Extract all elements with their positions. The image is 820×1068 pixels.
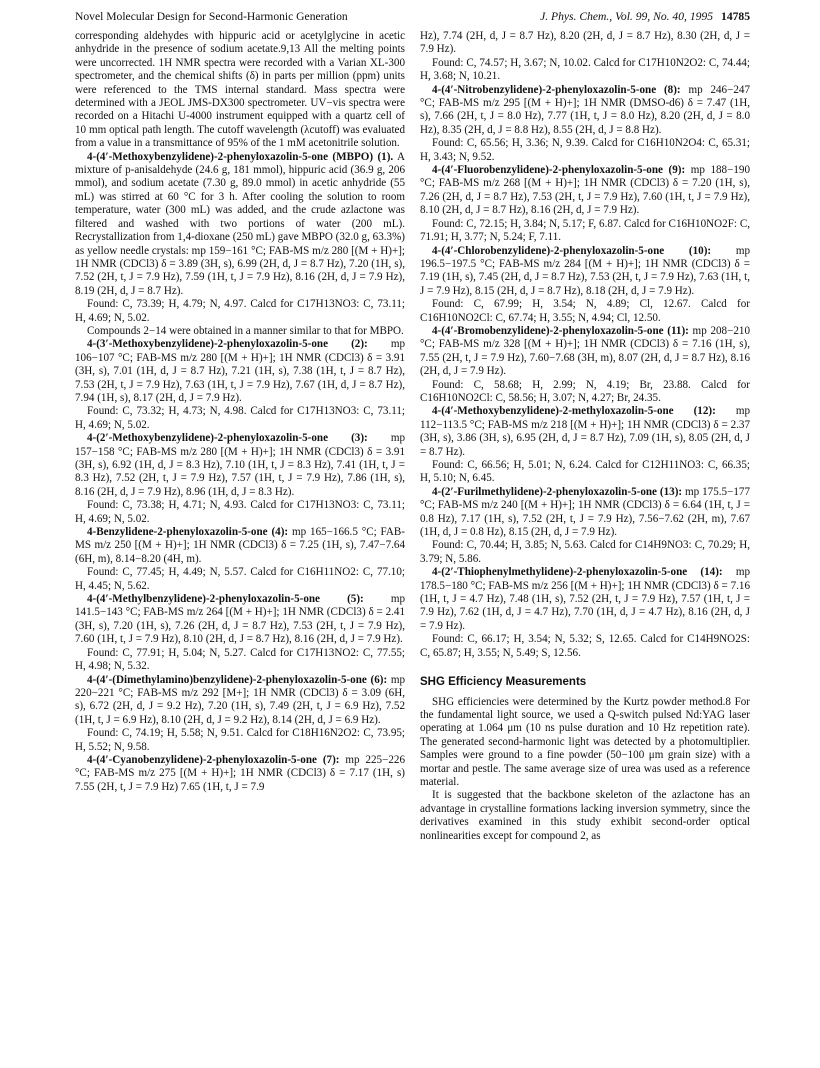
compound-name: 4-(4′-Cyanobenzylidene)-2-phenyloxazolin-5-one (7): xyxy=(87,753,340,766)
paragraph xyxy=(75,30,405,151)
paragraph-text: mp 165−166.5 °C; FAB-MS m/z 250 [(M + H)+]; 1H NMR (CDCl3) δ = 7.25 (1H, s), 7.47−7.64 (6H, m), 8.14−8.20 (4H, m). xyxy=(75,526,406,565)
paragraph-text: Found: C, 66.17; H, 3.54; N, 5.32; S, 12.65. Calcd for C14H9NO2S: C, 65.87; H, 3.55; N, 5.49; S, 12.56. xyxy=(420,633,750,659)
paragraph-text: mp 106−107 °C; FAB-MS m/z 280 [(M + H)+]; 1H NMR (CDCl3) δ = 3.91 (3H, s), 7.01 (1H, d, J = 8.7 Hz), 7.21 (1H, s), 7.38 (1H, t, J = 8.7 Hz), 7.53 (2H, t, J = 7.9 Hz), 7.63 (1H, t, J = 7.9 Hz), 7.67 (1H, d, J = 8.7 Hz), 7.94 (1H, s), 8.17 (2H, d, J = 7.9 Hz). xyxy=(75,338,406,404)
paragraph xyxy=(420,245,750,299)
paragraph-text: mp 141.5−143 °C; FAB-MS m/z 264 [(M + H)+]; 1H NMR (CDCl3) δ = 2.41 (3H, s), 7.20 (1H, s), 7.26 (2H, d, J = 8.7 Hz), 7.53 (2H, t, J = 7.9 Hz), 7.60 (1H, t, J = 7.9 Hz), 8.10 (2H, d, J = 8.7 Hz), 8.16 (2H, d, J = 7.9 Hz). xyxy=(75,593,405,646)
paragraph-text: mp 157−158 °C; FAB-MS m/z 280 [(M + H)+]; 1H NMR (CDCl3) δ = 3.91 (3H, s), 6.92 (1H, d, J = 8.3 Hz), 7.10 (1H, t, J = 8.3 Hz), 7.41 (1H, t, J = 8.3 Hz), 7.52 (2H, t, J = 7.9 Hz), 7.57 (1H, t, J = 7.9 Hz), 7.86 (1H, s), 8.16 (2H, d, J = 7.9 Hz), 8.96 (1H, d, J = 8.3 Hz). xyxy=(75,432,406,498)
paragraph-text: Found: C, 73.32; H, 4.73; N, 4.98. Calcd for C17H13NO3: C, 73.11; H, 4.69; N, 5.02. xyxy=(75,405,405,431)
compound-name: 4-(3′-Methoxybenzylidene)-2-phenyloxazolin-5-one (2): xyxy=(87,338,368,351)
paragraph-text: mp 112−113.5 °C; FAB-MS m/z 218 [(M + H)+]; 1H NMR (CDCl3) δ = 2.37 (3H, s), 3.86 (3H, s), 6.95 (2H, d, J = 8.7 Hz), 7.09 (1H, s), 8.05 (2H, d, J = 8.7 Hz). xyxy=(420,405,750,458)
paragraph-text: mp 188−190 °C; FAB-MS m/z 268 [(M + H)+]; 1H NMR (CDCl3) δ = 7.20 (1H, s), 7.26 (2H, d, J = 8.7 Hz), 7.53 (2H, t, J = 7.9 Hz), 7.60 (1H, t, J = 7.9 Hz), 8.10 (2H, d, J = 8.7 Hz), 8.16 (2H, d, J = 7.9 Hz). xyxy=(420,164,750,217)
paragraph xyxy=(75,325,405,338)
compound-name: 4-(4′-Methoxybenzylidene)-2-methyloxazolin-5-one (12): xyxy=(432,405,716,418)
paragraph-text: mp 225−226 °C; FAB-MS m/z 275 [(M + H)+]; 1H NMR (CDCl3) δ = 7.17 (1H, s) 7.55 (2H, t, J = 7.9 Hz) 7.65 (1H, t, J = 7.9 xyxy=(75,753,406,793)
paragraph-text: Found: C, 66.56; H, 5.01; N, 6.24. Calcd for C12H11NO3: C, 66.35; H, 5.10; N, 6.45. xyxy=(420,459,750,485)
paragraph xyxy=(75,499,405,526)
paragraph-text: mp 208−210 °C; FAB-MS m/z 328 [(M + H)+]; 1H NMR (CDCl3) δ = 7.16 (1H, s), 7.55 (2H, t, J = 7.9 Hz), 7.60−7.68 (3H, m), 8.07 (2H, d, J = 8.7 Hz), 8.16 (2H, d, J = 7.9 Hz). xyxy=(420,324,750,378)
left-column xyxy=(75,30,405,794)
paragraph xyxy=(75,593,405,647)
paragraph xyxy=(420,57,750,84)
paragraph xyxy=(420,405,750,459)
page-header xyxy=(75,10,750,28)
paragraph xyxy=(75,526,405,566)
paragraph xyxy=(420,459,750,486)
paragraph-text: Found: C, 72.15; H, 3.84; N, 5.17; F, 6.87. Calcd for C16H10NO2F: C, 71.91; H, 3.77; N, 5.24; F, 7.11. xyxy=(420,217,750,244)
paragraph-text: Found: C, 58.68; H, 2.99; N, 4.19; Br, 23.88. Calcd for C16H10NO2Cl: C, 58.56; H, 3.07; N, 4.27; Br, 24.35. xyxy=(420,378,750,404)
paragraph xyxy=(420,84,750,138)
paragraph-text: mp 220−221 °C; FAB-MS m/z 292 [M+]; 1H NMR (CDCl3) δ = 3.09 (6H, s), 6.72 (2H, d, J = 9.2 Hz), 7.20 (1H, s), 7.49 (2H, t, J = 6.9 Hz), 7.52 (1H, t, J = 6.9 Hz), 8.10 (2H, d, J = 9.2 Hz), 8.14 (2H, d, J = 6.9 Hz). xyxy=(75,673,405,726)
section-heading: SHG Efficiency Measurements xyxy=(420,676,587,689)
paragraph xyxy=(420,566,750,633)
paragraph xyxy=(75,151,405,298)
paragraph xyxy=(75,754,405,794)
compound-name: 4-(4′-Nitrobenzylidene)-2-phenyloxazolin-5-one (8): xyxy=(432,83,681,96)
journal-name: J. Phys. Chem., Vol. 99, No. 40, 1995 xyxy=(540,10,714,23)
compound-name: 4-(4′-Chlorobenzylidene)-2-phenyloxazolin-5-one (10): xyxy=(432,244,712,257)
paragraph xyxy=(75,727,405,754)
paragraph xyxy=(75,674,405,728)
paragraph-text: mp 175.5−177 °C; FAB-MS m/z 240 [(M + H)+]; 1H NMR (CDCl3) δ = 6.64 (1H, t, J = 0.8 Hz), 7.17 (1H, s), 7.52 (2H, t, J = 7.9 Hz), 7.56−7.62 (2H, m), 7.67 (1H, d, J = 0.8 Hz), 8.15 (2H, d, J = 7.9 Hz). xyxy=(420,485,750,539)
paragraph xyxy=(420,30,750,57)
paragraph-text: Hz), 7.74 (2H, d, J = 8.7 Hz), 8.20 (2H, d, J = 8.7 Hz), 8.30 (2H, d, J = 7.9 Hz). xyxy=(420,30,750,56)
paragraph xyxy=(75,298,405,325)
paragraph xyxy=(420,164,750,218)
paragraph xyxy=(420,218,750,245)
compound-name: 4-(2′-Thiophenylmethylidene)-2-phenyloxazolin-5-one (14): xyxy=(432,566,723,579)
paragraph xyxy=(420,137,750,164)
paragraph-text: Found: C, 77.91; H, 5.04; N, 5.27. Calcd for C17H13NO2: C, 77.55; H, 4.98; N, 5.32. xyxy=(75,646,405,673)
paragraph-text: Found: C, 67.99; H, 3.54; N, 4.89; Cl, 12.67. Calcd for C16H10NO2Cl: C, 67.74; H, 3.55; N, 4.94; Cl, 12.50. xyxy=(420,298,750,324)
paragraph xyxy=(75,647,405,674)
paragraph-text: Found: C, 73.39; H, 4.79; N, 4.97. Calcd for C17H13NO3: C, 73.11; H, 4.69; N, 5.02. xyxy=(75,298,405,324)
paragraph-text: Found: C, 70.44; H, 3.85; N, 5.63. Calcd for C14H9NO3: C, 70.29; H, 3.79; N, 5.86. xyxy=(420,539,750,565)
compound-name: 4-(4′-Methoxybenzylidene)-2-phenyloxazolin-5-one (MBPO) (1). xyxy=(87,150,394,163)
paragraph xyxy=(420,539,750,566)
paragraph xyxy=(75,432,405,499)
compound-name: 4-(2′-Furilmethylidene)-2-phenyloxazolin-5-one (13): xyxy=(432,485,683,498)
paragraph-text: It is suggested that the backbone skeleton of the azlactone has an advantage in crystalline formations lacking inversion symmetry, since the derivatives examined in this study exhibit second-order optical nonlinearities except for compound 2, as xyxy=(420,789,750,842)
paragraph xyxy=(420,298,750,325)
paragraph-text: Found: C, 73.38; H, 4.71; N, 4.93. Calcd for C17H13NO3: C, 73.11; H, 4.69; N, 5.02. xyxy=(75,499,405,525)
paragraph xyxy=(75,338,405,405)
compound-name: 4-(4′-Methylbenzylidene)-2-phenyloxazolin-5-one (5): xyxy=(87,593,364,606)
compound-name: 4-(4′-(Dimethylamino)benzylidene)-2-phenyloxazolin-5-one (6): xyxy=(87,673,388,686)
paragraph-text: Compounds 2−14 were obtained in a manner similar to that for MBPO. xyxy=(87,324,404,337)
compound-name: 4-(4′-Bromobenzylidene)-2-phenyloxazolin-5-one (11): xyxy=(432,324,689,337)
paragraph-text: mp 178.5−180 °C; FAB-MS m/z 256 [(M + H)+]; 1H NMR (CDCl3) δ = 7.16 (1H, t, J = 4.7 Hz), 7.48 (1H, s), 7.52 (2H, t, J = 7.9 Hz), 7.57 (1H, t, J = 7.9 Hz), 7.62 (1H, d, J = 4.7 Hz), 7.70 (1H, d, J = 4.7 Hz), 8.16 (2H, d, J = 7.9 Hz). xyxy=(420,566,751,632)
paragraph-text: corresponding aldehydes with hippuric acid or acetylglycine in acetic anhydride in the presence of sodium acetate.9,13 All the melting points were uncorrected. 1H NMR spectra were recorded with a Varian XL-300 spectrometer, and the chemical shifts (δ) in parts per million (ppm) units were referenced to the TMS internal standard. Mass spectra were determined with a JEOL JMS-DX300 spectrometer. UV−vis spectra were recorded on a Hitachi U-4000 instrument equipped with a quartz cell of 10 mm optical path length. The cutoff wavelength (λcutoff) was evaluated from a value in a transmittance of 95% of the 1 mM acetonitrile solution. xyxy=(75,30,405,150)
compound-name: 4-Benzylidene-2-phenyloxazolin-5-one (4): xyxy=(87,526,289,539)
paragraph xyxy=(420,379,750,406)
paragraph-text: Found: C, 65.56; H, 3.36; N, 9.39. Calcd for C16H10N2O4: C, 65.31; H, 3.43; N, 9.52. xyxy=(420,137,750,163)
page-number: 14785 xyxy=(721,10,750,23)
journal-citation xyxy=(540,10,750,23)
compound-name: 4-(2′-Methoxybenzylidene)-2-phenyloxazolin-5-one (3): xyxy=(87,432,368,445)
paragraph xyxy=(420,633,750,660)
paragraph xyxy=(420,696,750,790)
paragraph xyxy=(75,566,405,593)
paragraph xyxy=(420,789,750,843)
paragraph xyxy=(420,486,750,540)
compound-name: 4-(4′-Fluorobenzylidene)-2-phenyloxazolin-5-one (9): xyxy=(432,164,686,177)
right-column xyxy=(420,30,750,843)
running-title: Novel Molecular Design for Second-Harmonic Generation xyxy=(75,10,348,23)
paragraph-text: Found: C, 74.57; H, 3.67; N, 10.02. Calcd for C17H10N2O2: C, 74.44; H, 3.68; N, 10.21. xyxy=(420,56,750,83)
paragraph xyxy=(420,325,750,379)
paragraph-text: mp 196.5−197.5 °C; FAB-MS m/z 284 [(M + H)+]; 1H NMR (CDCl3) δ = 7.19 (1H, s), 7.45 (2H, d, J = 8.7 Hz), 7.53 (2H, t, J = 7.9 Hz), 7.63 (1H, t, J = 7.9 Hz), 8.15 (2H, d, J = 8.7 Hz), 8.18 (2H, d, J = 7.9 Hz). xyxy=(420,244,750,297)
paragraph-text: Found: C, 77.45; H, 4.49; N, 5.57. Calcd for C16H11NO2: C, 77.10; H, 4.45; N, 5.62. xyxy=(75,566,405,592)
paragraph-text: SHG efficiencies were determined by the Kurtz powder method.8 For the fundamental light source, we used a Q-switch pulsed Nd:YAG laser operating at 1.064 μm (10 ns pulse duration and 10 Hz repetition rate). The generated second-harmonic light was detected by a photomultiplier. Samples were ground to a fine powder (50−100 μm grain size) with a mortar and pestle. The same average size of urea was used as a reference material. xyxy=(420,695,750,788)
paragraph-text: mp 246−247 °C; FAB-MS m/z 295 [(M + H)+]; 1H NMR (DMSO-d6) δ = 7.47 (1H, s), 7.66 (2H, t, J = 8.0 Hz), 7.77 (1H, t, J = 8.0 Hz), 8.20 (2H, d, J = 8.0 Hz), 8.35 (2H, d, J = 8.8 Hz), 8.55 (2H, d, J = 8.8 Hz). xyxy=(420,83,751,136)
paragraph-text: A mixture of p-anisaldehyde (24.6 g, 181 mmol), hippuric acid (36.9 g, 206 mmol), and sodium acetate (7.30 g, 89.0 mmol) in acetic anhydride (55 mL) was stirred at 60 °C for 3 h. After cooling the solution to room temperature, water (300 mL) was added, and the crude azlactone was filtered and washed with two portions of water (200 mL). Recrystallization from 1,4-dioxane (250 mL) gave MBPO (32.0 g, 63.3%) as yellow needle crystals: mp 159−161 °C; FAB-MS m/z 280 [(M + H)+]; 1H NMR (CDCl3) δ = 3.89 (3H, s), 6.99 (2H, d, J = 8.7 Hz), 7.20 (1H, s), 7.52 (2H, t, J = 7.9 Hz), 7.59 (1H, t, J = 7.9 Hz), 8.16 (2H, d, J = 7.9 Hz), 8.19 (2H, d, J = 8.7 Hz). xyxy=(75,150,405,297)
paragraph xyxy=(75,405,405,432)
paragraph-text: Found: C, 74.19; H, 5.58; N, 9.51. Calcd for C18H16N2O2: C, 73.95; H, 5.52; N, 9.58. xyxy=(75,727,405,753)
